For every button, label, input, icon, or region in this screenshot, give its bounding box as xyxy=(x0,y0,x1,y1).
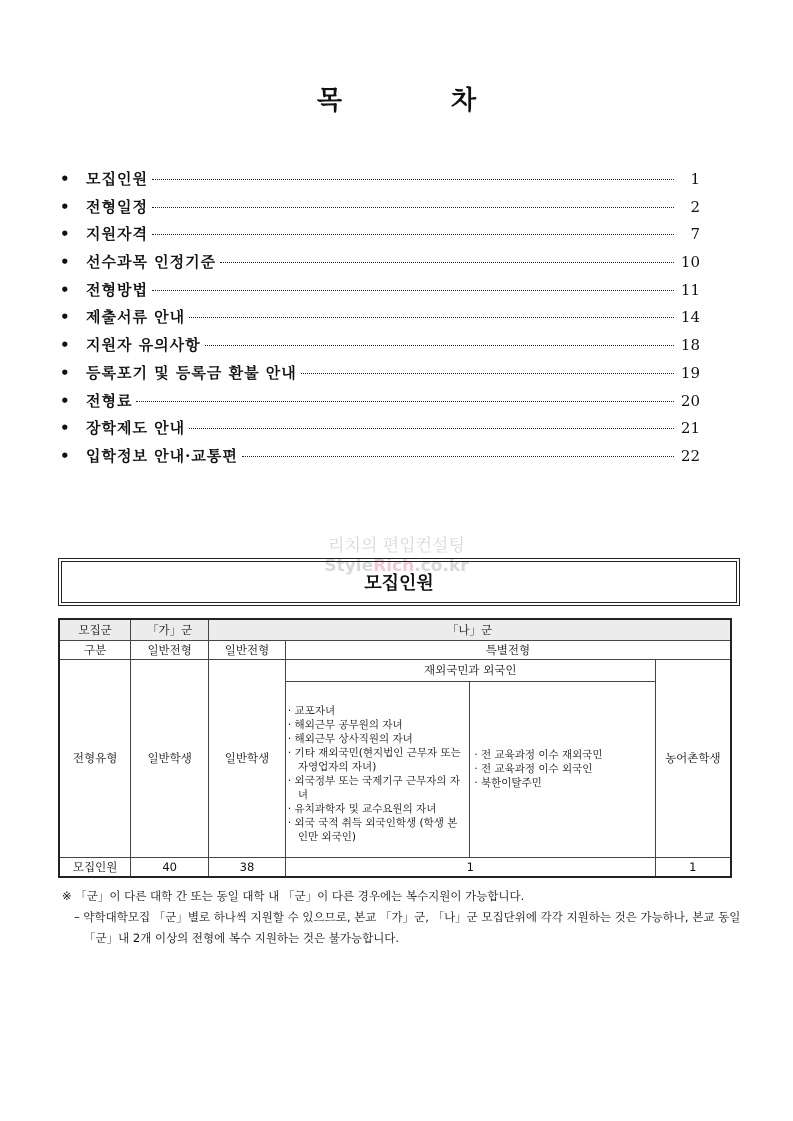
toc-item-label: 등록포기 및 등록금 환불 안내 xyxy=(86,363,297,382)
list-item: · 북한이탈주민 xyxy=(474,776,650,790)
toc-item-label: 전형료 xyxy=(86,391,133,410)
list-item: · 외국 국적 취득 외국인학생 (학생 본인만 외국인) xyxy=(288,816,467,844)
bullet-icon: • xyxy=(60,446,70,465)
table-cell: 전형유형 xyxy=(59,659,131,857)
note: – 약학대학모집 「군」별로 하나씩 지원할 수 있으므로, 본교 「가」군, 「나」군 모집단위에 각각 지원하는 것은 가능하나, 본교 동일 「군」내 2개 이상의 전형에 복수 지원하는 것은 불가능합니다. xyxy=(74,910,741,945)
table-cell: 1 xyxy=(285,857,655,877)
dot-leader xyxy=(189,317,674,318)
toc-item-page: 18 xyxy=(680,336,700,355)
dot-leader xyxy=(220,262,674,263)
toc-item-label: 지원자 유의사항 xyxy=(86,336,201,355)
toc-item-label: 선수과목 인정기준 xyxy=(86,253,217,272)
table-cell: 일반전형 xyxy=(131,640,209,659)
toc-item-page: 2 xyxy=(690,197,700,216)
table-cell xyxy=(470,681,655,857)
table-cell: 일반학생 xyxy=(209,659,286,857)
note: ※ 「군」이 다른 대학 간 또는 동일 대학 내 「군」이 다른 경우에는 복수지원이 가능합니다. xyxy=(62,889,525,903)
toc-item-label: 전형방법 xyxy=(86,280,148,299)
table-cell: 일반학생 xyxy=(131,659,209,857)
toc-item-page: 7 xyxy=(690,225,700,244)
table-cell: 일반전형 xyxy=(209,640,286,659)
toc-item-page: 20 xyxy=(680,391,700,410)
list-item: · 유치과학자 및 교수요원의 자녀 xyxy=(288,802,467,816)
toc-item[interactable] xyxy=(60,417,700,445)
toc-item-label: 제출서류 안내 xyxy=(86,308,186,327)
table-cell: 구분 xyxy=(59,640,131,659)
watermark-part: Style xyxy=(324,556,374,576)
bullet-icon: • xyxy=(60,170,70,188)
table-cell: 1 xyxy=(655,857,731,877)
toc-item[interactable] xyxy=(60,362,700,390)
table-cell: 모집인원 xyxy=(59,857,131,877)
bullet-icon: • xyxy=(60,419,70,438)
table-cell xyxy=(285,681,469,857)
bullet-icon: • xyxy=(60,363,70,382)
bullet-icon: • xyxy=(60,336,70,355)
list-item: · 전 교육과정 이수 외국인 xyxy=(474,762,650,776)
list-item: · 해외근무 상사직원의 자녀 xyxy=(288,732,467,746)
dot-leader xyxy=(152,234,674,235)
bullet-icon: • xyxy=(60,391,70,410)
bullet-icon: • xyxy=(60,225,70,244)
toc-item[interactable] xyxy=(60,306,700,334)
toc-item-page: 21 xyxy=(680,419,700,438)
toc-item-page: 1 xyxy=(690,170,700,188)
bullet-icon: • xyxy=(60,253,70,272)
watermark-part: Rich xyxy=(373,556,415,576)
list-item: · 전 교육과정 이수 재외국민 xyxy=(474,748,650,762)
dot-leader xyxy=(136,401,674,402)
toc-item[interactable] xyxy=(60,251,700,279)
toc-item-label: 장학제도 안내 xyxy=(86,419,186,438)
toc-item-label: 입학정보 안내·교통편 xyxy=(86,446,238,465)
list-item: · 기타 재외국민(현지법인 근무자 또는 자영업자의 자녀) xyxy=(288,746,467,774)
toc-item[interactable] xyxy=(60,390,700,418)
toc-item[interactable] xyxy=(60,168,700,196)
dot-leader xyxy=(301,373,674,374)
table-cell: 농어촌학생 xyxy=(655,659,731,857)
toc-item-page: 14 xyxy=(680,308,700,327)
dot-leader xyxy=(152,179,674,180)
bullet-icon: • xyxy=(60,280,70,299)
toc-item-page: 22 xyxy=(680,446,700,465)
section-title: 모집인원 xyxy=(61,561,737,603)
watermark-part: .co.kr xyxy=(414,556,469,576)
toc-item-label: 지원자격 xyxy=(86,225,148,244)
dot-leader xyxy=(152,290,674,291)
table-cell: 특별전형 xyxy=(285,640,731,659)
bullet-icon: • xyxy=(60,197,70,216)
admission-quota-table xyxy=(58,618,732,878)
toc-item[interactable] xyxy=(60,445,700,473)
table-of-contents xyxy=(60,168,700,473)
toc-item-page: 11 xyxy=(680,280,700,299)
table-cell: 40 xyxy=(131,857,209,877)
toc-item[interactable] xyxy=(60,196,700,224)
toc-item-page: 19 xyxy=(680,363,700,382)
dot-leader xyxy=(152,207,674,208)
section-header-box xyxy=(58,558,740,606)
notes xyxy=(62,886,742,949)
bullet-icon: • xyxy=(60,308,70,327)
list-item: · 해외근무 공무원의 자녀 xyxy=(288,718,467,732)
dot-leader xyxy=(189,428,674,429)
list xyxy=(288,704,467,844)
toc-title: 목 차 xyxy=(316,86,527,116)
toc-item-label: 모집인원 xyxy=(86,170,148,188)
header-cell: 모집군 xyxy=(59,619,131,640)
header-cell: 「나」군 xyxy=(209,619,731,640)
toc-item[interactable] xyxy=(60,334,700,362)
table-cell: 38 xyxy=(209,857,286,877)
list-item: · 외국정부 또는 국제기구 근무자의 자녀 xyxy=(288,774,467,802)
toc-item[interactable] xyxy=(60,279,700,307)
header-cell: 「가」군 xyxy=(131,619,209,640)
list xyxy=(474,748,650,790)
toc-item-label: 전형일정 xyxy=(86,197,148,216)
toc-item[interactable] xyxy=(60,223,700,251)
list-item: · 교포자녀 xyxy=(288,704,467,718)
toc-item-page: 10 xyxy=(680,253,700,272)
table-cell: 재외국민과 외국인 xyxy=(285,659,655,681)
dot-leader xyxy=(242,456,674,457)
dot-leader xyxy=(205,345,674,346)
watermark-line1: 리치의 편입컨설팅 xyxy=(328,536,465,556)
